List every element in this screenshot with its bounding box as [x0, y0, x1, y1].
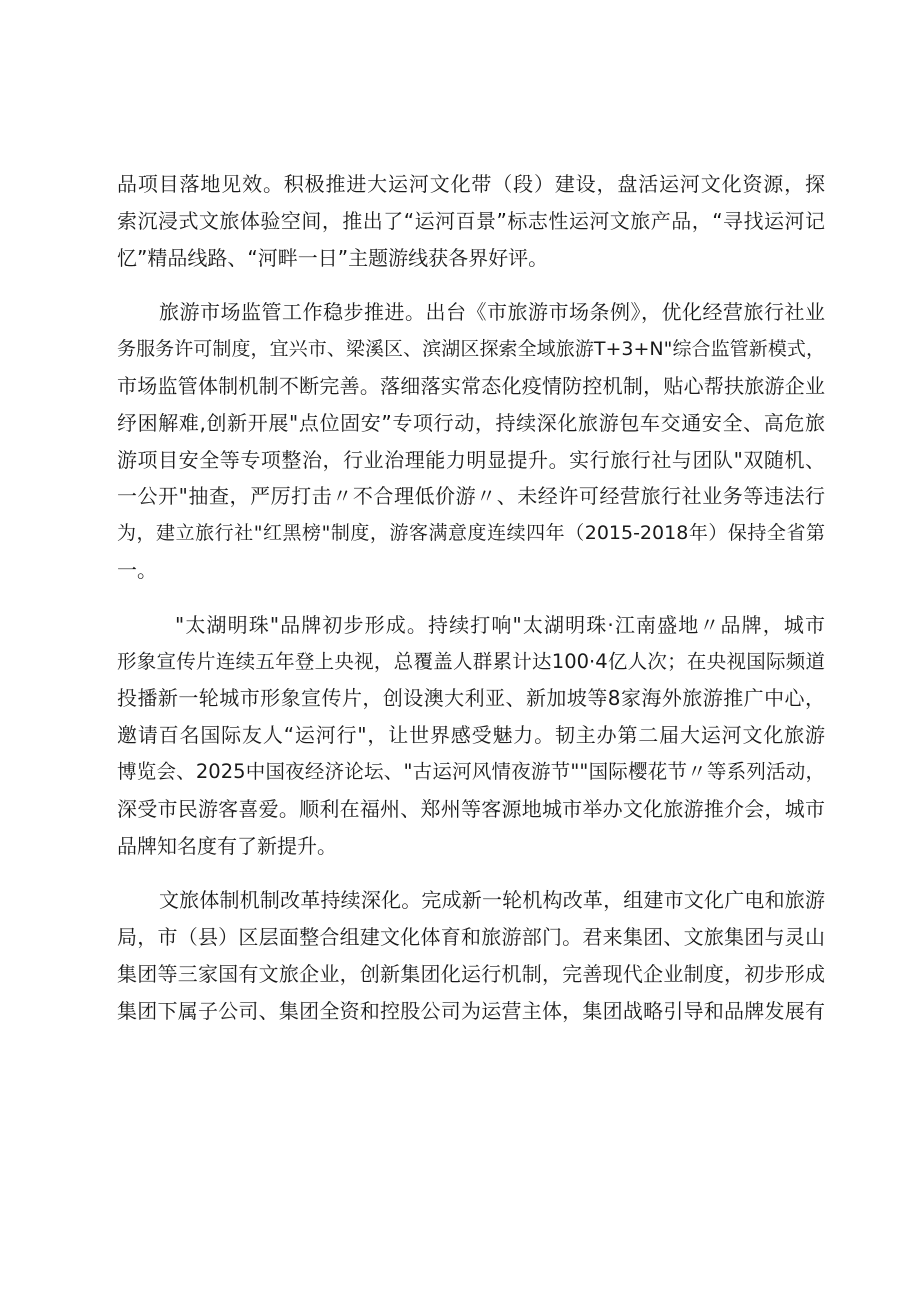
paragraph-market-supervision — [117, 294, 825, 588]
paragraph-taihu-brand — [117, 607, 825, 865]
text-line: 市场监管体制机制不断完善。落细落实常态化疫情防控机制，贴心帮扶旅游企业 — [117, 373, 825, 398]
text-line: 游项目安全等专项整治，行业治理能力明显提升。实行旅行社与团队"双随机、 — [117, 447, 825, 472]
text-line: 品项目落地见效。积极推进大运河文化带（段）建设，盘活运河文化资源，探 — [117, 172, 825, 196]
text-line: 文旅体制机制改革持续深化。完成新一轮机构改革，组建市文化广电和旅游 — [159, 888, 825, 913]
text-line: 一公开"抽查，严厉打击〃不合理低价游〃、未经许可经营旅行社业务等违法行 — [117, 484, 825, 509]
document-body — [117, 166, 825, 1030]
text-line: 旅游市场监管工作稳步推进。出台《市旅游市场条例》，优化经营旅行社业 — [159, 300, 825, 325]
text-line: 集团下属子公司、集团全资和控股公司为运营主体，集团战略引导和品牌发展有 — [117, 998, 825, 1023]
text-line: 品牌知名度有了新提升。 — [117, 833, 337, 858]
paragraph-system-reform — [117, 882, 825, 1029]
text-line: 集团等三家国有文旅企业，创新集团化运行机制，完善现代企业制度，初步形成 — [117, 961, 825, 986]
text-line: 索沉浸式文旅体验空间，推出了“运河百景”标志性运河文旅产品，“寻找运河记 — [117, 208, 825, 233]
paragraph-canal-culture — [117, 166, 825, 276]
text-line: 为，建立旅行社"红黑榜"制度，游客满意度连续四年（2015-2018年）保持全省第 — [117, 522, 825, 545]
text-line: 深受市民游客喜爱。顺利在福州、郑州等客源地城市举办文化旅游推介会，城市 — [117, 796, 825, 821]
text-line: 纾困解难,创新开展"点位固安”专项行动，持续深化旅游包车交通安全、高危旅 — [117, 410, 825, 435]
text-line: 务服务许可制度，宜兴市、梁溪区、滨湖区探索全域旅游T+3+N"综合监管新模式， — [117, 338, 825, 361]
text-line: "太湖明珠"品牌初步形成。持续打响"太湖明珠·江南盛地〃品牌，城市 — [175, 612, 825, 637]
text-line: 形象宣传片连续五年登上央视，总覆盖人群累计达100·4亿人次；在央视国际频道 — [117, 649, 825, 673]
text-line: 投播新一轮城市形象宣传片，创设澳大利亚、新加坡等8家海外旅游推广中心， — [117, 686, 825, 711]
text-line: 邀请百名国际友人“运河行"，让世界感受魅力。韧主办第二届大运河文化旅游 — [117, 723, 825, 748]
text-line: 局，市（县）区层面整合组建文化体育和旅游部门。君来集团、文旅集团与灵山 — [117, 925, 825, 950]
text-line: 一。 — [117, 557, 157, 582]
text-line: 博览会、2025中国夜经济论坛、"古运河风情夜游节""国际樱花节〃等系列活动， — [117, 759, 825, 783]
text-line: 忆”精品线路、“河畔一日”主题游线获各界好评。 — [117, 245, 549, 270]
